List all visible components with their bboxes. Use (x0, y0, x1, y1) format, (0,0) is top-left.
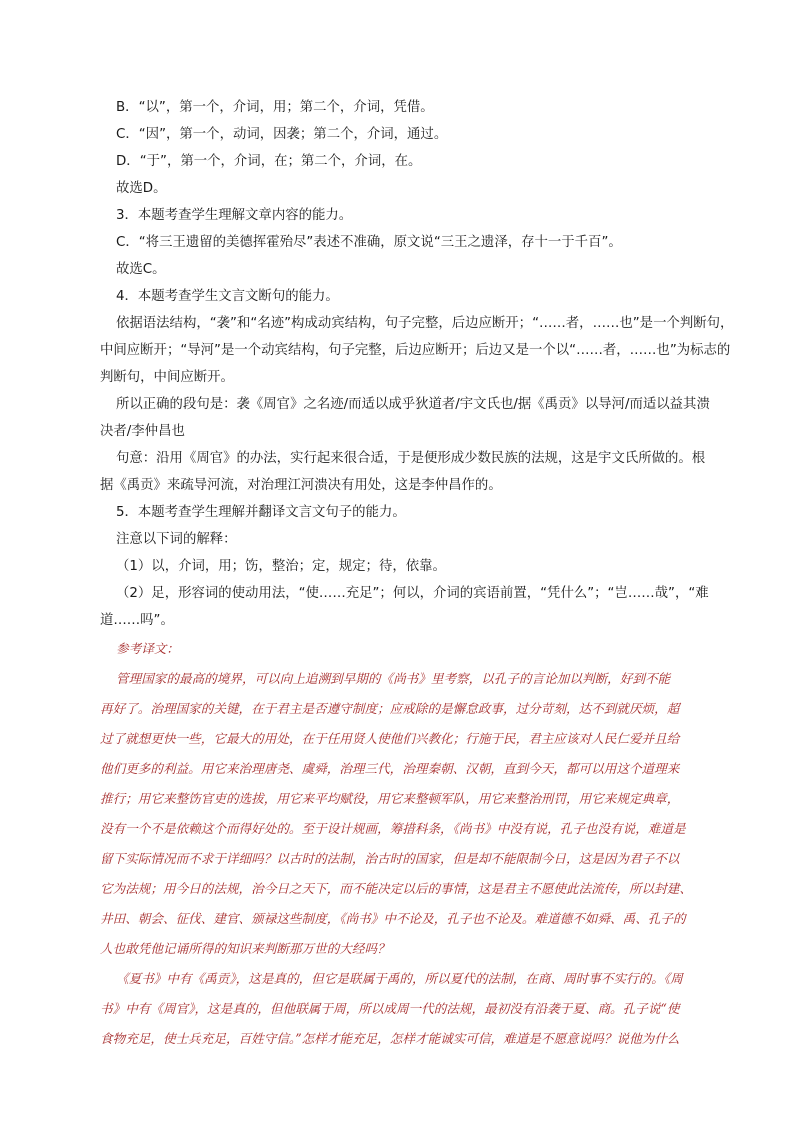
translation-line: 人也敢凭他记诵所得的知识来判断那万世的大经吗？ (100, 941, 390, 956)
answer-option-c: C．“因”，第一个，动词，因袭；第二个，介词，通过。 (116, 127, 448, 142)
answer-option-d: D．“于”，第一个，介词，在；第二个，介词，在。 (116, 154, 422, 169)
translation-line: 管理国家的最高的境界，可以向上追溯到早期的《尚书》里考察，以孔子的言论加以判断，好到不能 (116, 671, 671, 686)
q5-note-heading: 注意以下词的解释： (116, 532, 237, 547)
question-3-heading: 3．本题考查学生理解文章内容的能力。 (116, 208, 353, 223)
q4-analysis-line: 依据语法结构，“袭”和“名迹”构成动宾结构，句子完整，后边应断开；“……者，……也”是一个判断句， (116, 316, 734, 331)
translation-line: 过了就想更快一些，它最大的用处，在于任用贤人使他们兴教化；行施于民，君主应该对人民仁爱并且给 (100, 731, 680, 746)
q5-note-2: （2）足，形容词的使动用法，“使……充足”；何以，介词的宾语前置，“凭什么”；“岂……哉”，“难 (116, 586, 709, 601)
answer-analysis (100, 94, 734, 1054)
q4-analysis-line: 判断句，中间应断开。 (100, 370, 234, 385)
q5-note-1: （1）以，介词，用；饬，整治；定，规定；待，依靠。 (116, 559, 446, 574)
translation-line: 他们更多的利益。用它来治理唐尧、虞舜，治理三代，治理秦朝、汉朝，直到今天，都可以用这个道理来 (100, 761, 680, 776)
q5-note-2-continued: 道……吗”。 (100, 613, 174, 628)
q4-correct-answer-line: 决者/李仲昌也 (100, 424, 185, 439)
translation-line: 留下实际情况而不求于详细吗？以古时的法制，治古时的国家，但是却不能限制今日，这是因为君子不以 (100, 851, 680, 866)
question-3-choice: 故选C。 (116, 262, 166, 277)
q4-correct-answer-line: 所以正确的段句是：袭《周官》之名迹/而适以成乎狄道者/宇文氏也/据《禹贡》以导河/而适以益其溃 (116, 397, 710, 412)
translation-line: 《夏书》中有《禹贡》，这是真的，但它是联属于禹的，所以夏代的法制，在商、周时事不实行的。《周 (116, 971, 683, 986)
translation-line: 书》中有《周官》，这是真的，但他联属于周，所以成周一代的法规，最初没有沿袭于夏、商。孔子说“使 (100, 1001, 680, 1016)
q4-meaning-line: 据《禹贡》来疏导河流，对治理江河溃决有用处，这是李仲昌作的。 (100, 478, 502, 493)
question-4-heading: 4．本题考查学生文言文断句的能力。 (116, 289, 339, 304)
translation-line: 它为法规；用今日的法规，治今日之天下，而不能决定以后的事情，这是君主不愿使此法流传，所以封建、 (100, 881, 692, 896)
translation-line: 推行；用它来整饬官吏的选拔，用它来平均赋役，用它来整顿军队，用它来整治刑罚，用它来规定典章， (100, 791, 680, 806)
translation-line: 食物充足，使士兵充足，百姓守信。”怎样才能充足，怎样才能诚实可信，难道是不愿意说吗？说他为什么 (100, 1031, 680, 1046)
answer-choice: 故选D。 (116, 181, 167, 196)
question-3-option-c: C．“将三王遗留的美德挥霍殆尽”表述不准确，原文说“三王之遗泽，存十一于千百”。 (116, 235, 622, 250)
q4-meaning-line: 句意：沿用《周官》的办法，实行起来很合适，于是便形成少数民族的法规，这是宇文氏所做的。根 (116, 451, 706, 466)
reference-translation-title: 参考译文： (116, 641, 179, 656)
translation-line: 没有一个不是依赖这个而得好处的。至于设计规画，筹措科条，《尚书》中没有说，孔子也没有说，难道是 (100, 821, 686, 836)
answer-option-b: B．“以”，第一个，介词，用；第二个，介词，凭借。 (116, 100, 434, 115)
translation-line: 井田、朝会、征伐、建官、颁禄这些制度，《尚书》中不论及，孔子也不论及。难道德不如舜、禹、孔子的 (100, 911, 686, 926)
question-5-heading: 5．本题考查学生理解并翻译文言文句子的能力。 (116, 505, 406, 520)
q4-analysis-line: 中间应断开；“导河”是一个动宾结构，句子完整，后边应断开；后边又是一个以“……者，……也”为标志的 (100, 343, 731, 358)
translation-line: 再好了。治理国家的关键，在于君主是否遵守制度；应戒除的是懈怠政事，过分苛刻，达不到就厌烦，超 (100, 701, 680, 716)
